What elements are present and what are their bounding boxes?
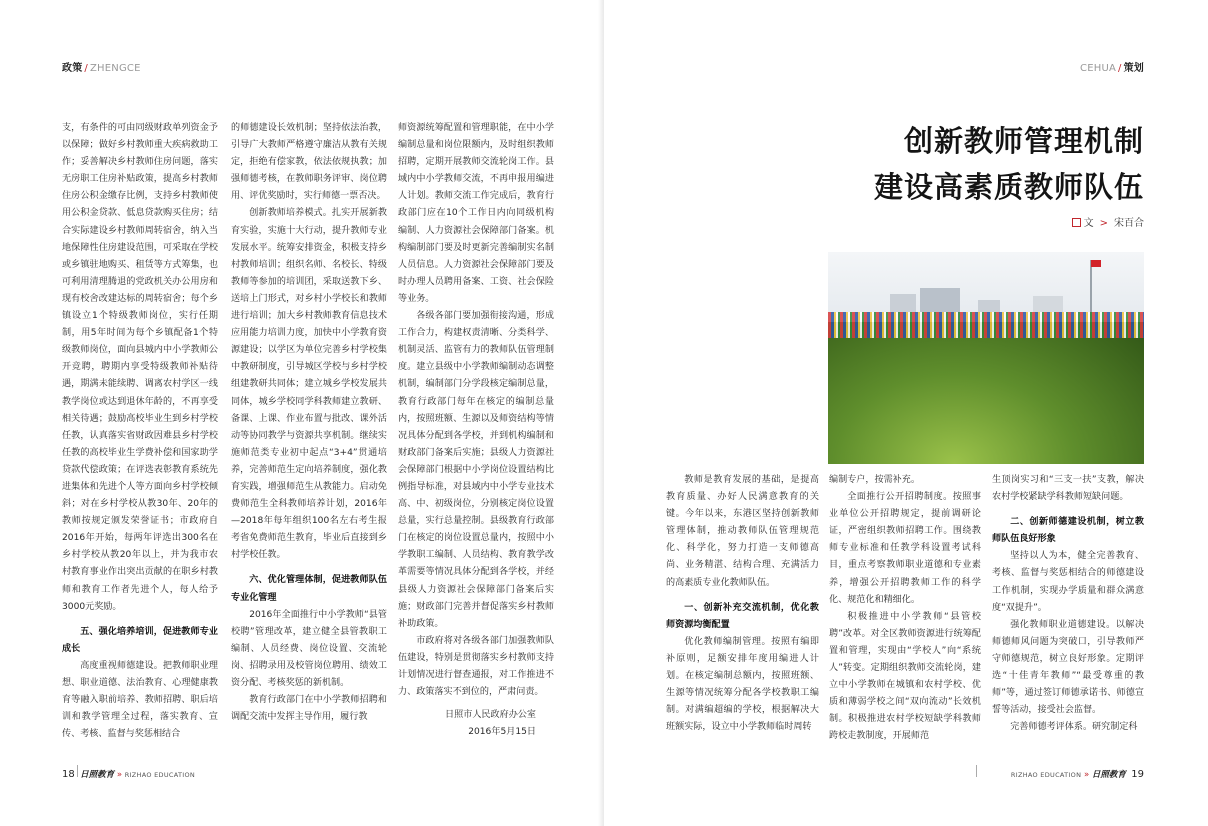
right-column-2 xyxy=(829,472,981,746)
footer-left xyxy=(62,768,195,780)
left-column-3 xyxy=(398,120,554,741)
paragraph: 各级各部门要加强衔接沟通，形成工作合力，构建权责清晰、分类科学、机制灵活、监管有力的教师队伍管理制度。建立县级中小学教师编制动态调整机制，编制部门分学段核定编制总量，教育行政部门每年在核定的编制总量内，按照班额、生源以及师资结构等情况具体分配到各学校，并到机构编制和财政部门备案后实施；县级人力资源社会保障部门根据中小学岗位设置结构比例指导标准，对县域内中小学专业技术高、中、初级岗位，分别核定岗位设置总量，实行总量控制。县级教育行政部门在核定的岗位设置总量内，按照中小学教职工编制、人员结构、教育教学改革需要等情况具体分配到各学校，并经县级人力资源社会保障部门备案后实施；财政部门完善并督促落实乡村教师补助政策。 xyxy=(398,311,554,629)
paragraph: 优化教师编制管理。按照有编即补原则，足额安排年度用编进人计划。在核定编制总额内，按照班额、生源等情况统筹分配各学校教职工编制。对满编超编的学校，根据解决大班额实际，设立中小学教师临时周转 xyxy=(666,636,819,733)
magazine-logo: 日照教育 xyxy=(80,770,115,780)
page-number: 19 xyxy=(1131,769,1144,780)
paragraph: 生顶岗实习和“三支一扶”支教，解决农村学校紧缺学科教师短缺问题。 xyxy=(992,475,1144,503)
byline-prefix: 文 xyxy=(1083,218,1094,229)
signature-org: 日照市人民政府办公室 xyxy=(445,710,536,721)
header-separator: / xyxy=(1118,63,1122,74)
paragraph: 完善师德考评体系。研究制定科 xyxy=(1010,722,1138,733)
section-name-cn: 政策 xyxy=(62,63,83,74)
paragraph: 教育行政部门在中小学教师招聘和调配交流中发挥主导作用，履行教 xyxy=(231,695,387,723)
title-line: 建设高素质教师队伍 xyxy=(873,170,1144,204)
photo-grass xyxy=(828,322,1144,464)
section-header-right xyxy=(1080,59,1144,74)
section-heading: 一、创新补充交流机制，优化教师资源均衡配置 xyxy=(666,602,819,630)
paragraph: 强化教师职业道德建设。以解决师德师风问题为突破口，引导教师严守师德规范，树立良好形象。定期评选“十佳青年教师”“最受尊重的教师”等，通过签订师德承诺书、师德宣誓等活动，接受社会监督。 xyxy=(992,619,1144,716)
flag-icon xyxy=(1091,260,1101,267)
right-page xyxy=(604,0,1208,826)
paragraph: 的师德建设长效机制；坚持依法治教，引导广大教师严格遵守廉洁从教有关规定，拒绝有偿家教，依法依规执教；加强师德考核，在教师职务评审、岗位聘用、评优奖励时，实行师德一票否决。 xyxy=(231,123,387,202)
section-name-cn: 策划 xyxy=(1123,63,1144,74)
arrows-icon: » xyxy=(1083,770,1090,780)
paragraph: 积极推进中小学教师“县管校聘”改革。对全区教师资源进行统筹配置和管理，实现由“学校人”向“系统人”转变。定期组织教师交流轮岗，建立中小学教师在城镇和农村学校、优质和薄弱学校之间“双向流动”长效机制。积极推进农村学校短缺学科教师跨校走教制度，开展师范 xyxy=(829,611,981,742)
magazine-logo: 日照教育 xyxy=(1091,770,1126,780)
paragraph: 2016年全面推行中小学教师“县管校聘”管理改革，建立健全县管教职工编制、人员经费、岗位设置、交流轮岗、招聘录用及校管岗位聘用、绩效工资分配、考核奖惩的新机制。 xyxy=(231,609,387,688)
school-playground-photo xyxy=(828,252,1144,464)
right-column-1 xyxy=(666,472,819,736)
magazine-name-en: RIZHAO EDUCATION xyxy=(124,771,196,779)
left-column-1 xyxy=(62,120,218,743)
article-title xyxy=(874,118,1144,210)
square-icon xyxy=(1072,218,1081,227)
left-column-2 xyxy=(231,120,387,726)
right-column-3 xyxy=(992,472,1144,736)
paragraph: 全面推行公开招聘制度。按照事业单位公开招聘规定，提前调研论证，严密组织教师招聘工作。围绕教师专业标准和任教学科设置考试科目，重点考察教师职业道德和专业素养，增强公开招聘教师工作的科学化、规范化和精细化。 xyxy=(829,492,981,605)
chevron-right-icon: > xyxy=(1099,218,1108,229)
paragraph: 编制专户，按需补充。 xyxy=(829,475,920,485)
magazine-name-en: RIZHAO EDUCATION xyxy=(1010,771,1082,779)
title-line: 创新教师管理机制 xyxy=(903,124,1144,158)
arrows-icon: » xyxy=(116,770,123,780)
byline xyxy=(1072,214,1144,229)
paragraph: 市政府将对各级各部门加强教师队伍建设，特别是贯彻落实乡村教师支持计划情况进行督查通报，对工作推进不力、政策落实不到位的，严肃问责。 xyxy=(398,635,554,698)
section-name-en: CEHUA xyxy=(1080,63,1117,74)
section-heading: 五、强化培养培训，促进教师专业成长 xyxy=(62,626,218,654)
signature-date: 2016年5月15日 xyxy=(468,727,536,738)
paragraph: 教师是教育发展的基础，是提高教育质量、办好人民满意教育的关键。今年以来，东港区坚持创新教师管理体制，推动教师队伍管理规范化、科学化，努力打造一支师德高尚、业务精湛、结构合理、充满活力的高素质专业化教师队伍。 xyxy=(666,475,819,588)
footer-right xyxy=(1011,768,1144,780)
author-name: 宋百合 xyxy=(1114,218,1144,229)
paragraph: 支，有条件的可由同级财政单列资金予以保障；做好乡村教师重大疾病救助工作；妥善解决乡村教师住房问题，落实无房职工住房补贴政策，提高乡村教师住房公积金缴存比例，支持乡村教师使用公积金贷款、低息贷款购买住房；结合实际建设乡村教师周转宿舍，纳入当地保障性住房建设范围，可采取在学校或乡镇驻地购买、租赁等方式筹集，也可利用清理腾退的党政机关办公用房和现有校舍改建达标的周转宿舍；每个乡镇设立1个特级教师岗位，实行任期制，用5年时间为每个乡镇配备1个特级教师岗位，面向县城内中小学教师公开竞聘，聘期内享受特级教师补贴待遇，期满未能续聘、调离农村学区一线教学岗位或达到退休年龄的，不再享受相关待遇；鼓励高校毕业生到乡村学校任教，认真落实省财政因难县乡村学校任教的高校毕业生学费补偿和国家助学贷款代偿政策；在评选表彰教育系统先进集体和先进个人等方面向乡村学校倾斜；对在乡村学校从教30年、20年的教师按规定颁发荣誉证书；市政府自2016年开始，每两年评选出300名在乡村学校从教20年以上，并为我市农村教育事业作出突出贡献的在职乡村教师和教育工作者先进个人，每人给予3000元奖励。 xyxy=(62,123,218,612)
paragraph: 坚持以人为本，健全完善教育、考核、监督与奖惩相结合的师德建设工作机制，实现办学质量和群众满意度“双提升”。 xyxy=(992,551,1144,613)
paragraph: 创新教师培养模式。扎实开展新教育实验，实施十大行动，提升教师专业发展水平。统筹安排资金，积极支持乡村教师培训；组织名师、名校长、特级教师等参加的培训团，采取送教下乡、送培上门形式，对乡村小学校长和教师进行培训；加大乡村教师教育信息技术应用能力培训力度，加快中小学教育资源建设；以学区为单位完善乡村学校集中教研制度，引导城区学校与乡村学校组建教研共同体；建立城乡学校发展共同体，城乡学校同学科教师建立教研、备课、上课、作业布置与批改、课外活动等协同教学与资源共享机制。继续实施师范类专业初中起点“3+4”贯通培养，完善师范生定向培养制度，强化教育实践，增强师范生从教能力。启动免费师范生全科教师培养计划，2016年—2018年每年组织100名左右考生报考省免费师范生教育，毕业后直接到乡村学校任教。 xyxy=(231,208,387,561)
photo-students xyxy=(828,312,1144,338)
paragraph: 高度重视师德建设。把教师职业理想、职业道德、法治教育、心理健康教育等融入职前培养、教师招聘、职后培训和教学管理全过程，落实教育、宣传、考核、监督与奖惩相结合 xyxy=(62,660,218,740)
page-number: 18 xyxy=(62,769,75,780)
section-name-en: ZHENGCE xyxy=(89,63,141,74)
section-heading: 二、创新师德建设机制，树立教师队伍良好形象 xyxy=(992,517,1144,545)
footer-rule xyxy=(976,765,977,777)
header-separator: / xyxy=(84,63,88,74)
paragraph: 师资源统筹配置和管理职能，在中小学编制总量和岗位限额内，及时组织教师招聘，定期开展教师交流轮岗工作。县域内中小学教师交流，不再申报用编进人计划。教师交流工作完成后，教育行政部门应在10个工作日内向同级机构编制、人力资源社会保障部门备案。机构编制部门要及时更新完善编制实名制人员信息。人力资源社会保障部门要及时办理人员聘用备案、工资、社会保险等业务。 xyxy=(398,123,554,304)
section-header-left xyxy=(62,59,141,74)
section-heading: 六、优化管理体制，促进教师队伍专业化管理 xyxy=(231,575,387,603)
